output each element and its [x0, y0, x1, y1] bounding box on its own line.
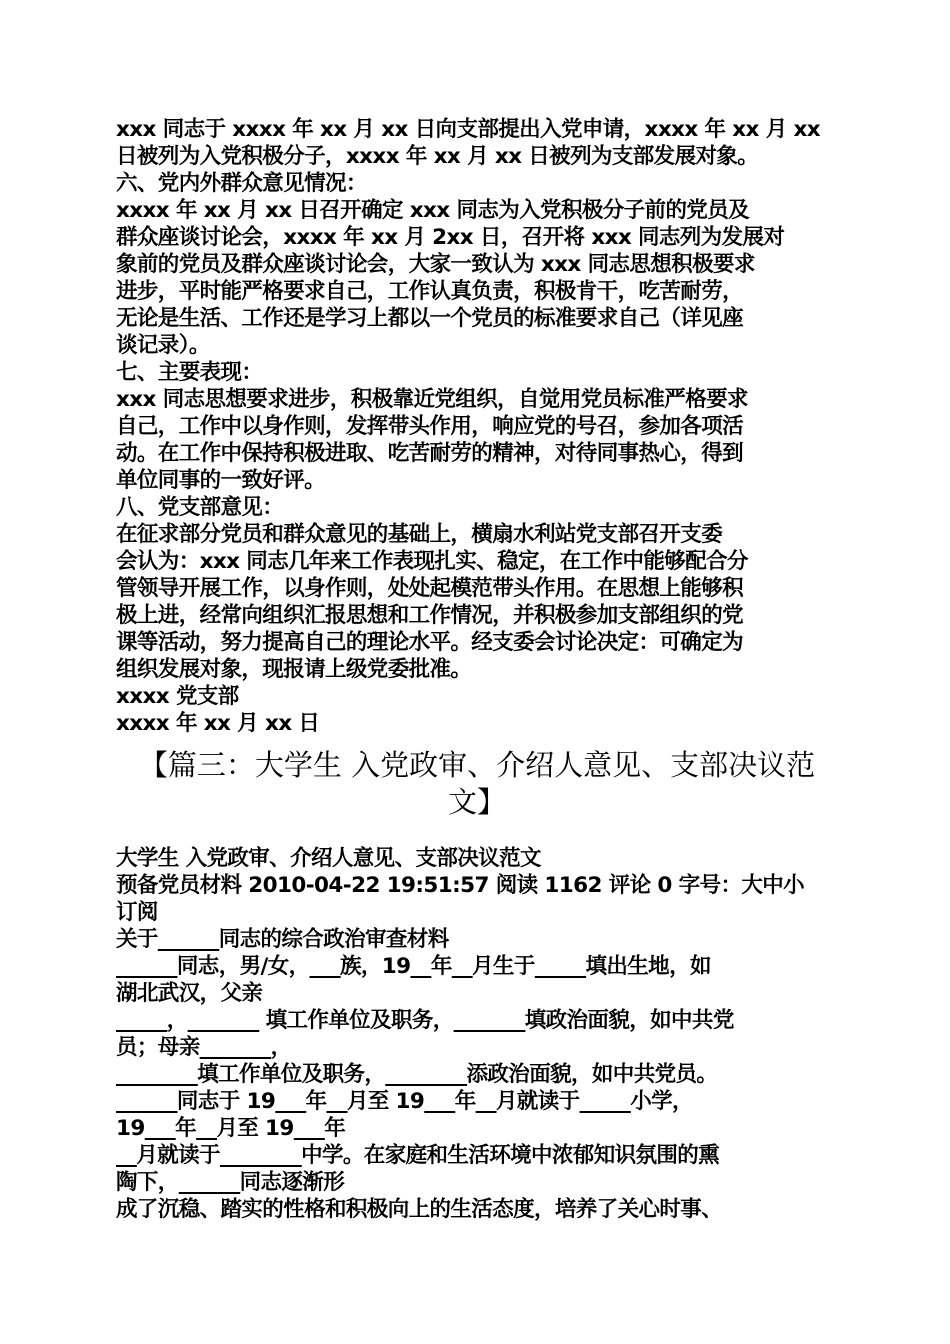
text-line: 动。在工作中保持积极进取、吃苦耐劳的精神，对待同事热心，得到 [116, 441, 744, 466]
text-line: xxx 同志思想要求进步，积极靠近党组织，自觉用党员标准严格要求 [116, 387, 748, 412]
text-line: 进步，平时能严格要求自己，工作认真负责，积极肯干，吃苦耐劳， [116, 279, 744, 304]
text-line: 组织发展对象，现报请上级党委批准。 [116, 657, 472, 682]
text-line: xxxx 党支部 [116, 684, 239, 709]
text-line: 七、主要表现： [116, 360, 263, 385]
document-page [116, 116, 838, 1223]
text-line: 谈记录）。 [116, 333, 210, 358]
text-line: 课等活动，努力提高自己的理论水平。经支委会讨论决定：可确定为 [116, 630, 744, 655]
text-line: ________填工作单位及职务，________添政治面貌，如中共党员。 [116, 1062, 718, 1087]
text-line: 订阅 [116, 900, 158, 925]
text-line: 管领导开展工作，以身作则，处处起模范带头作用。在思想上能够积 [116, 576, 744, 601]
text-line: 自己，工作中以身作则，发挥带头作用，响应党的号召，参加各项活 [116, 414, 744, 439]
text-line: 关于______同志的综合政治审查材料 [116, 927, 449, 952]
text-line: 六、党内外群众意见情况： [116, 171, 367, 196]
text-line: 湖北武汉，父亲 [116, 981, 263, 1006]
text-line: 19___年__月至 19___年 [116, 1116, 346, 1141]
text-line: 陶下，______同志逐渐形 [116, 1170, 345, 1195]
text-line: xxx 同志于 xxxx 年 xx 月 xx 日向支部提出入党申请，xxxx 年 xx 月 xx [116, 117, 821, 142]
text-line: 无论是生活、工作还是学习上都以一个党员的标准要求自己（详见座 [116, 306, 744, 331]
text-line: 极上进，经常向组织汇报思想和工作情况，并积极参加支部组织的党 [116, 603, 744, 628]
document-body-bottom [116, 845, 838, 1223]
section-heading [116, 747, 838, 821]
text-line: 员；母亲_______， [116, 1035, 292, 1060]
text-line: 群众座谈讨论会，xxxx 年 xx 月 2xx 日，召开将 xxx 同志列为发展对 [116, 225, 785, 250]
text-line: __月就读于________中学。在家庭和生活环境中浓郁知识氛围的熏 [116, 1143, 720, 1168]
text-line: ______同志，男/女，___族，19__年__月生于_____填出生地，如 [116, 954, 711, 979]
text-line: 会认为：xxx 同志几年来工作表现扎实、稳定，在工作中能够配合分 [116, 549, 748, 574]
text-line: 八、党支部意见： [116, 495, 284, 520]
text-line: ______同志于 19___年__月至 19___年__月就读于_____小学， [116, 1089, 693, 1114]
text-line: _____，_______ 填工作单位及职务，_______填政治面貌，如中共党 [116, 1008, 734, 1033]
section-heading-line-1: 【篇三：大学生 入党政审、介绍人意见、支部决议范 [138, 748, 816, 782]
document-body-top [116, 116, 838, 737]
text-line: 日被列为入党积极分子，xxxx 年 xx 月 xx 日被列为支部发展对象。 [116, 144, 759, 169]
text-line: 象前的党员及群众座谈讨论会，大家一致认为 xxx 同志思想积极要求 [116, 252, 755, 277]
section-heading-line-2: 文】 [447, 785, 506, 819]
text-line: 在征求部分党员和群众意见的基础上，横扇水利站党支部召开支委 [116, 522, 723, 547]
text-line: xxxx 年 xx 月 xx 日召开确定 xxx 同志为入党积极分子前的党员及 [116, 198, 750, 223]
text-line: 预备党员材料 2010-04-22 19:51:57 阅读 1162 评论 0 字号：大中小 [116, 873, 805, 898]
text-line: xxxx 年 xx 月 xx 日 [116, 711, 320, 736]
text-line: 单位同事的一致好评。 [116, 468, 326, 493]
text-line: 成了沉稳、踏实的性格和积极向上的生活态度，培养了关心时事、 [116, 1197, 723, 1222]
text-line: 大学生 入党政审、介绍人意见、支部决议范文 [116, 846, 541, 871]
